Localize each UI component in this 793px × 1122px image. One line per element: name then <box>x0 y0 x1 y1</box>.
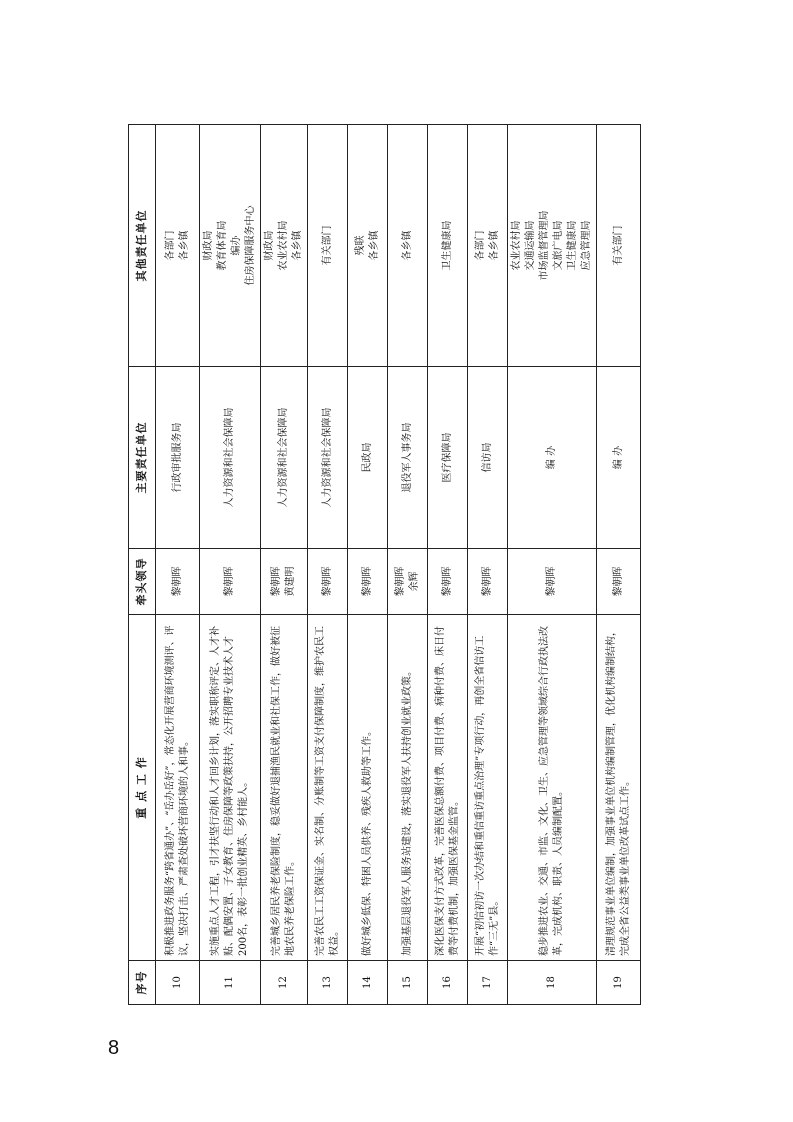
cell-line: 住房保障服务中心 <box>245 205 256 286</box>
work-description: 开展“初信初访一次办结和重信重访重点治理”专项行动，再创全省信访工作“三无”县。 <box>468 615 508 961</box>
header-no: 序号 <box>129 961 156 1005</box>
work-description: 实施重点人才工程，引才扶坚行动和人才回乡计划，落实职称评定、人才补贴、配偶安置、子女教育、住房保障等政策扶持，公开招聘专业技术人才200名，表彰一批创业精英、乡村能人。 <box>200 615 261 961</box>
row-number: 19 <box>597 961 641 1005</box>
other-responsible-units <box>388 125 428 367</box>
lead-leader <box>348 549 388 615</box>
cell-line: 市场监督管理局 <box>539 210 550 281</box>
other-responsible-units <box>597 125 641 367</box>
cell-line: 黎朝晖 <box>612 566 624 597</box>
work-description: 深化医保支付方式改革，完善医保总额付费、项目付费、病种付费、床日付费等付费机制，加强医保基金监管。 <box>428 615 468 961</box>
main-responsible-unit <box>200 367 261 549</box>
key-work-table-rotated <box>128 125 632 1005</box>
work-description: 完善农民工工资保证金、实名制、分账制等工资支付保障制度，维护农民工权益。 <box>308 615 348 961</box>
main-responsible-unit <box>348 367 388 549</box>
table-row <box>428 125 468 1005</box>
cell-line: 黎朝晖 <box>441 566 453 597</box>
cell-line: 各乡镇 <box>178 230 190 261</box>
cell-line: 信访局 <box>481 442 493 473</box>
cell-line: 黎朝晖 <box>321 566 333 597</box>
table-row <box>261 125 308 1005</box>
cell-line: 黎朝晖 <box>361 566 373 597</box>
page-number: 8 <box>108 1037 120 1059</box>
table-row <box>200 125 261 1005</box>
row-number: 17 <box>468 961 508 1005</box>
lead-leader <box>156 549 200 615</box>
main-responsible-unit <box>156 367 200 549</box>
main-responsible-unit <box>508 367 597 549</box>
table-row <box>597 125 641 1005</box>
cell-line: 各乡镇 <box>488 230 500 261</box>
cell-line: 卫生健康局 <box>567 220 578 271</box>
lead-leader <box>508 549 597 615</box>
header-leader: 牵头领导 <box>129 549 156 615</box>
cell-line: 农业农村局 <box>511 220 522 271</box>
lead-leader <box>468 549 508 615</box>
cell-line: 有关部门 <box>321 225 333 266</box>
other-responsible-units <box>156 125 200 367</box>
work-description: 做好城乡低保、特困人员供养、残疾人救助等工作。 <box>348 615 388 961</box>
row-number: 14 <box>348 961 388 1005</box>
other-responsible-units <box>468 125 508 367</box>
row-number: 15 <box>388 961 428 1005</box>
main-responsible-unit <box>597 367 641 549</box>
row-number: 13 <box>308 961 348 1005</box>
cell-line: 残联 <box>354 235 366 256</box>
row-number: 10 <box>156 961 200 1005</box>
cell-line: 编 办 <box>546 445 557 470</box>
lead-leader <box>308 549 348 615</box>
cell-line: 文旅广电局 <box>553 220 564 271</box>
work-description: 完善城乡居民养老保险制度，稳妥做好退捕渔民就业和社保工作，做好被征地农民养老保险工作。 <box>261 615 308 961</box>
table-row <box>508 125 597 1005</box>
table-row <box>388 125 428 1005</box>
lead-leader <box>388 549 428 615</box>
cell-line: 各部门 <box>474 230 486 261</box>
cell-line: 黎朝晖 <box>271 566 282 597</box>
main-responsible-unit <box>388 367 428 549</box>
cell-line: 各乡镇 <box>401 230 413 261</box>
main-responsible-unit <box>428 367 468 549</box>
cell-line: 交通运输局 <box>525 220 536 271</box>
table-row <box>308 125 348 1005</box>
cell-line: 黄建明 <box>285 566 296 597</box>
cell-line: 编办 <box>231 235 242 256</box>
cell-line: 黎朝晖 <box>394 566 406 597</box>
cell-line: 财政局 <box>264 230 275 261</box>
cell-line: 各部门 <box>164 230 176 261</box>
cell-line: 人力资源和社会保障局 <box>224 407 235 508</box>
other-responsible-units <box>200 125 261 367</box>
cell-line: 教育体育局 <box>217 220 228 271</box>
cell-line: 卫生健康局 <box>441 220 453 271</box>
header-other-units: 其他责任单位 <box>129 125 156 367</box>
cell-line: 黎朝晖 <box>171 566 183 597</box>
table-body <box>156 125 641 1005</box>
lead-leader <box>428 549 468 615</box>
cell-line: 编 办 <box>612 445 624 470</box>
table-row <box>156 125 200 1005</box>
work-description: 清理规范事业单位编制，加强事业单位机构编制管理，优化机构编制结构，完成全省公益类事业单位改革试点工作。 <box>597 615 641 961</box>
main-responsible-unit <box>468 367 508 549</box>
key-work-table <box>128 124 641 1005</box>
cell-line: 医疗保障局 <box>441 432 453 483</box>
cell-line: 黎朝晖 <box>224 566 235 597</box>
main-responsible-unit <box>261 367 308 549</box>
cell-line: 有关部门 <box>612 225 624 266</box>
lead-leader <box>261 549 308 615</box>
cell-line: 财政局 <box>203 230 214 261</box>
lead-leader <box>597 549 641 615</box>
other-responsible-units <box>348 125 388 367</box>
cell-line: 余辉 <box>408 571 420 592</box>
row-number: 16 <box>428 961 468 1005</box>
cell-line: 黎朝晖 <box>546 566 557 597</box>
cell-line: 行政审批服务局 <box>171 422 183 493</box>
row-number: 11 <box>200 961 261 1005</box>
table-header-row <box>129 125 156 1005</box>
row-number: 12 <box>261 961 308 1005</box>
cell-line: 黎朝晖 <box>481 566 493 597</box>
lead-leader <box>200 549 261 615</box>
other-responsible-units <box>508 125 597 367</box>
work-description: 加强基层退役军人服务站建设，落实退役军人扶持创业就业政策。 <box>388 615 428 961</box>
header-work: 重 点 工 作 <box>129 615 156 961</box>
cell-line: 农业农村局 <box>278 220 289 271</box>
cell-line: 民政局 <box>361 442 373 473</box>
work-description: 稳步推进农业、交通、市监、文化、卫生、应急管理等领域综合行政执法改革，完成机构、职责、人员编制配置。 <box>508 615 597 961</box>
cell-line: 各乡镇 <box>292 230 303 261</box>
cell-line: 人力资源和社会保障局 <box>321 407 333 508</box>
header-main-unit: 主要责任单位 <box>129 367 156 549</box>
row-number: 18 <box>508 961 597 1005</box>
table-row <box>348 125 388 1005</box>
other-responsible-units <box>308 125 348 367</box>
other-responsible-units <box>261 125 308 367</box>
cell-line: 人力资源和社会保障局 <box>278 407 289 508</box>
work-description: 积极推进政务服务“跨省通办”、“岳办岳好”，常态化开展营商环境测评、评议，坚决打击、严肃查处破坏营商环境的人和事。 <box>156 615 200 961</box>
other-responsible-units <box>428 125 468 367</box>
table-row <box>468 125 508 1005</box>
main-responsible-unit <box>308 367 348 549</box>
cell-line: 各乡镇 <box>368 230 380 261</box>
cell-line: 应急管理局 <box>581 220 592 271</box>
cell-line: 退役军人事务局 <box>401 422 413 493</box>
